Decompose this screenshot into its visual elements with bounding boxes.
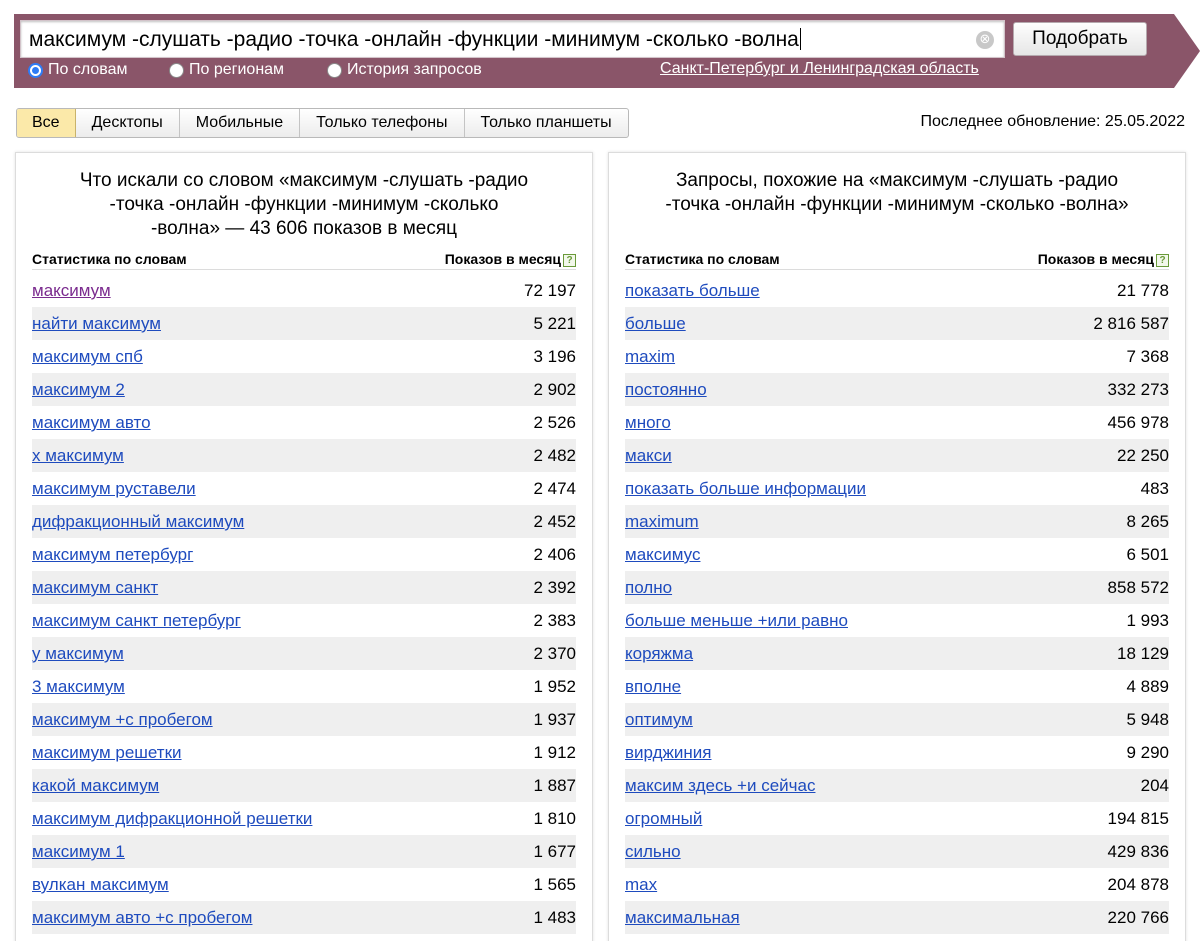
phrase-link[interactable]: вирджиния — [625, 743, 712, 762]
table-row — [32, 274, 576, 307]
panel-words-with-query — [15, 152, 593, 941]
impressions-count: 204 — [1140, 776, 1169, 795]
phrase-link[interactable]: максим здесь +и сейчас — [625, 776, 816, 795]
table-row — [32, 538, 576, 571]
panel-title-line: Запросы, похожие на «максимум -слушать -радио — [675, 170, 1119, 191]
table-row — [625, 736, 1169, 769]
table-row — [32, 373, 576, 406]
table-row — [32, 868, 576, 901]
phrase-link[interactable]: постоянно — [625, 380, 707, 399]
radio-checked-icon[interactable] — [28, 63, 43, 78]
table-row — [32, 604, 576, 637]
column-header-phrase: Статистика по словам — [625, 251, 780, 267]
impressions-count: 2 392 — [533, 578, 576, 597]
impressions-count: 1 937 — [533, 710, 576, 729]
table-row — [625, 505, 1169, 538]
impressions-count: 858 572 — [1107, 578, 1169, 597]
table-row — [32, 505, 576, 538]
table-row — [32, 736, 576, 769]
impressions-count: 2 526 — [533, 413, 576, 432]
search-query-text: максимум -слушать -радио -точка -онлайн -функции -минимум -сколько -волна — [29, 28, 799, 51]
phrase-link[interactable]: максимальная — [625, 908, 740, 927]
impressions-count: 1 677 — [533, 842, 576, 861]
help-icon[interactable]: ? — [563, 254, 576, 267]
impressions-count: 220 766 — [1107, 908, 1169, 927]
device-tabs — [16, 108, 629, 138]
impressions-count: 1 887 — [533, 776, 576, 795]
impressions-count: 429 836 — [1107, 842, 1169, 861]
impressions-count: 332 273 — [1107, 380, 1169, 399]
phrase-link[interactable]: максимус — [625, 545, 701, 564]
panel-similar-queries — [608, 152, 1186, 941]
radio-unchecked-icon[interactable] — [327, 63, 342, 78]
phrase-link[interactable]: найти максимум — [32, 314, 161, 333]
tab-phones-only[interactable]: Только телефоны — [300, 109, 464, 137]
phrase-link[interactable]: максимум авто — [32, 413, 151, 432]
phrase-link[interactable]: максимум 1 — [32, 842, 125, 861]
impressions-count: 2 370 — [533, 644, 576, 663]
last-update: Последнее обновление: 25.05.2022 — [920, 113, 1185, 130]
phrase-link[interactable]: максимум 2 — [32, 380, 125, 399]
mode-by-words-label: По словам — [48, 61, 128, 78]
table-row — [32, 802, 576, 835]
pick-button[interactable]: Подобрать — [1013, 22, 1147, 56]
tab-mobile[interactable]: Мобильные — [180, 109, 300, 137]
panel-title-line: -волна» — 43 606 показов в месяц — [150, 218, 458, 239]
phrase-link[interactable]: больше меньше +или равно — [625, 611, 848, 630]
impressions-count: 5 948 — [1126, 710, 1169, 729]
impressions-count: 2 452 — [533, 512, 576, 531]
panel-title-line: Что искали со словом «максимум -слушать -радио — [79, 170, 529, 191]
column-header-count — [445, 251, 576, 267]
table-row — [625, 307, 1169, 340]
phrase-link[interactable]: максимум руставели — [32, 479, 196, 498]
impressions-count: 2 902 — [533, 380, 576, 399]
tab-desktops[interactable]: Десктопы — [76, 109, 180, 137]
impressions-count: 4 889 — [1126, 677, 1169, 696]
clear-search-icon[interactable]: ⊗ — [976, 31, 994, 49]
phrase-link[interactable]: максимум +с пробегом — [32, 710, 213, 729]
panel-title — [16, 169, 592, 241]
impressions-count: 22 250 — [1117, 446, 1169, 465]
table-row — [625, 604, 1169, 637]
phrase-link[interactable]: вполне — [625, 677, 682, 696]
phrase-link[interactable]: сильно — [625, 842, 681, 861]
table-row — [625, 835, 1169, 868]
table-row — [32, 901, 576, 934]
table-row — [625, 538, 1169, 571]
phrase-link[interactable]: maximum — [625, 512, 699, 531]
column-header-phrase: Статистика по словам — [32, 251, 187, 267]
impressions-count: 1 565 — [533, 875, 576, 894]
phrase-link[interactable]: вулкан максимум — [32, 875, 169, 894]
mode-history[interactable] — [327, 61, 482, 79]
phrase-link[interactable]: максимум авто +с пробегом — [32, 908, 253, 927]
radio-unchecked-icon[interactable] — [169, 63, 184, 78]
table-body — [625, 274, 1169, 934]
mode-by-regions[interactable] — [169, 61, 284, 79]
table-row — [625, 472, 1169, 505]
impressions-count: 204 878 — [1107, 875, 1169, 894]
phrase-link[interactable]: много — [625, 413, 671, 432]
panel-title — [609, 169, 1185, 217]
impressions-count: 2 816 587 — [1093, 314, 1169, 333]
phrase-link[interactable]: показать больше — [625, 281, 760, 300]
table-row — [625, 703, 1169, 736]
impressions-count: 194 815 — [1107, 809, 1169, 828]
impressions-count: 2 482 — [533, 446, 576, 465]
phrase-link[interactable]: дифракционный максимум — [32, 512, 245, 531]
phrase-link[interactable]: коряжма — [625, 644, 694, 663]
phrase-link[interactable]: 3 максимум — [32, 677, 125, 696]
column-header-count — [1038, 251, 1169, 267]
impressions-count: 18 129 — [1117, 644, 1169, 663]
table-row — [625, 274, 1169, 307]
table-row — [32, 703, 576, 736]
table-row — [625, 901, 1169, 934]
table-row — [32, 307, 576, 340]
phrase-link[interactable]: максимум санкт петербург — [32, 611, 241, 630]
table-row — [32, 769, 576, 802]
table-row — [32, 670, 576, 703]
impressions-count: 9 290 — [1126, 743, 1169, 762]
impressions-count: 6 501 — [1126, 545, 1169, 564]
impressions-count: 2 406 — [533, 545, 576, 564]
phrase-link[interactable]: полно — [625, 578, 673, 597]
search-input[interactable] — [20, 20, 1005, 58]
table-row — [625, 571, 1169, 604]
table-row — [625, 637, 1169, 670]
impressions-count: 2 383 — [533, 611, 576, 630]
tab-tablets-only[interactable]: Только планшеты — [480, 114, 612, 131]
tab-all[interactable]: Все — [17, 109, 76, 137]
impressions-count: 5 221 — [533, 314, 576, 333]
table-body — [32, 274, 576, 934]
phrase-link[interactable]: максимум — [32, 281, 111, 300]
phrase-link[interactable]: показать больше информации — [625, 479, 867, 498]
phrase-link[interactable]: больше — [625, 314, 686, 333]
phrase-link[interactable]: maxim — [625, 347, 676, 366]
table-row — [625, 340, 1169, 373]
mode-by-regions-label: По регионам — [189, 61, 285, 78]
table-row — [625, 406, 1169, 439]
phrase-link[interactable]: максимум спб — [32, 347, 143, 366]
impressions-count: 2 474 — [533, 479, 576, 498]
phrase-link[interactable]: какой максимум — [32, 776, 160, 795]
phrase-link[interactable]: максимум санкт — [32, 578, 159, 597]
table-row — [32, 835, 576, 868]
table-row — [32, 637, 576, 670]
panel-title-line: -точка -онлайн -функции -минимум -сколько -волна» — [665, 194, 1129, 215]
phrase-link[interactable]: максимум дифракционной решетки — [32, 809, 313, 828]
table-row — [625, 439, 1169, 472]
phrase-link[interactable]: х максимум — [32, 446, 124, 465]
phrase-link[interactable]: оптимум — [625, 710, 693, 729]
region-link[interactable]: Санкт-Петербург и Ленинградская область — [660, 60, 979, 77]
column-header-count-label: Показов в месяц — [444, 251, 561, 267]
help-icon[interactable]: ? — [1156, 254, 1169, 267]
table-row — [625, 802, 1169, 835]
mode-by-words[interactable] — [28, 61, 127, 79]
phrase-link[interactable]: максимум решетки — [32, 743, 182, 762]
table-row — [32, 340, 576, 373]
impressions-count: 7 368 — [1126, 347, 1169, 366]
impressions-count: 1 483 — [533, 908, 576, 927]
impressions-count: 1 810 — [533, 809, 576, 828]
table-row — [32, 406, 576, 439]
mode-history-label: История запросов — [347, 61, 482, 78]
column-header-count-label: Показов в месяц — [1037, 251, 1154, 267]
impressions-count: 3 196 — [533, 347, 576, 366]
table-row — [625, 769, 1169, 802]
phrase-link[interactable]: max — [625, 875, 658, 894]
impressions-count: 483 — [1140, 479, 1169, 498]
phrase-link[interactable]: огромный — [625, 809, 703, 828]
impressions-count: 8 265 — [1126, 512, 1169, 531]
impressions-count: 72 197 — [524, 281, 576, 300]
phrase-link[interactable]: максимум петербург — [32, 545, 194, 564]
table-row — [625, 868, 1169, 901]
impressions-count: 1 993 — [1126, 611, 1169, 630]
impressions-count: 1 912 — [533, 743, 576, 762]
table-header — [32, 250, 576, 270]
table-row — [625, 670, 1169, 703]
table-row — [625, 373, 1169, 406]
impressions-count: 1 952 — [533, 677, 576, 696]
impressions-count: 456 978 — [1107, 413, 1169, 432]
panel-title-line: -точка -онлайн -функции -минимум -сколько — [109, 194, 499, 215]
table-row — [32, 571, 576, 604]
table-row — [32, 472, 576, 505]
phrase-link[interactable]: макси — [625, 446, 672, 465]
phrase-link[interactable]: у максимум — [32, 644, 124, 663]
table-row — [32, 439, 576, 472]
table-header — [625, 250, 1169, 270]
impressions-count: 21 778 — [1117, 281, 1169, 300]
